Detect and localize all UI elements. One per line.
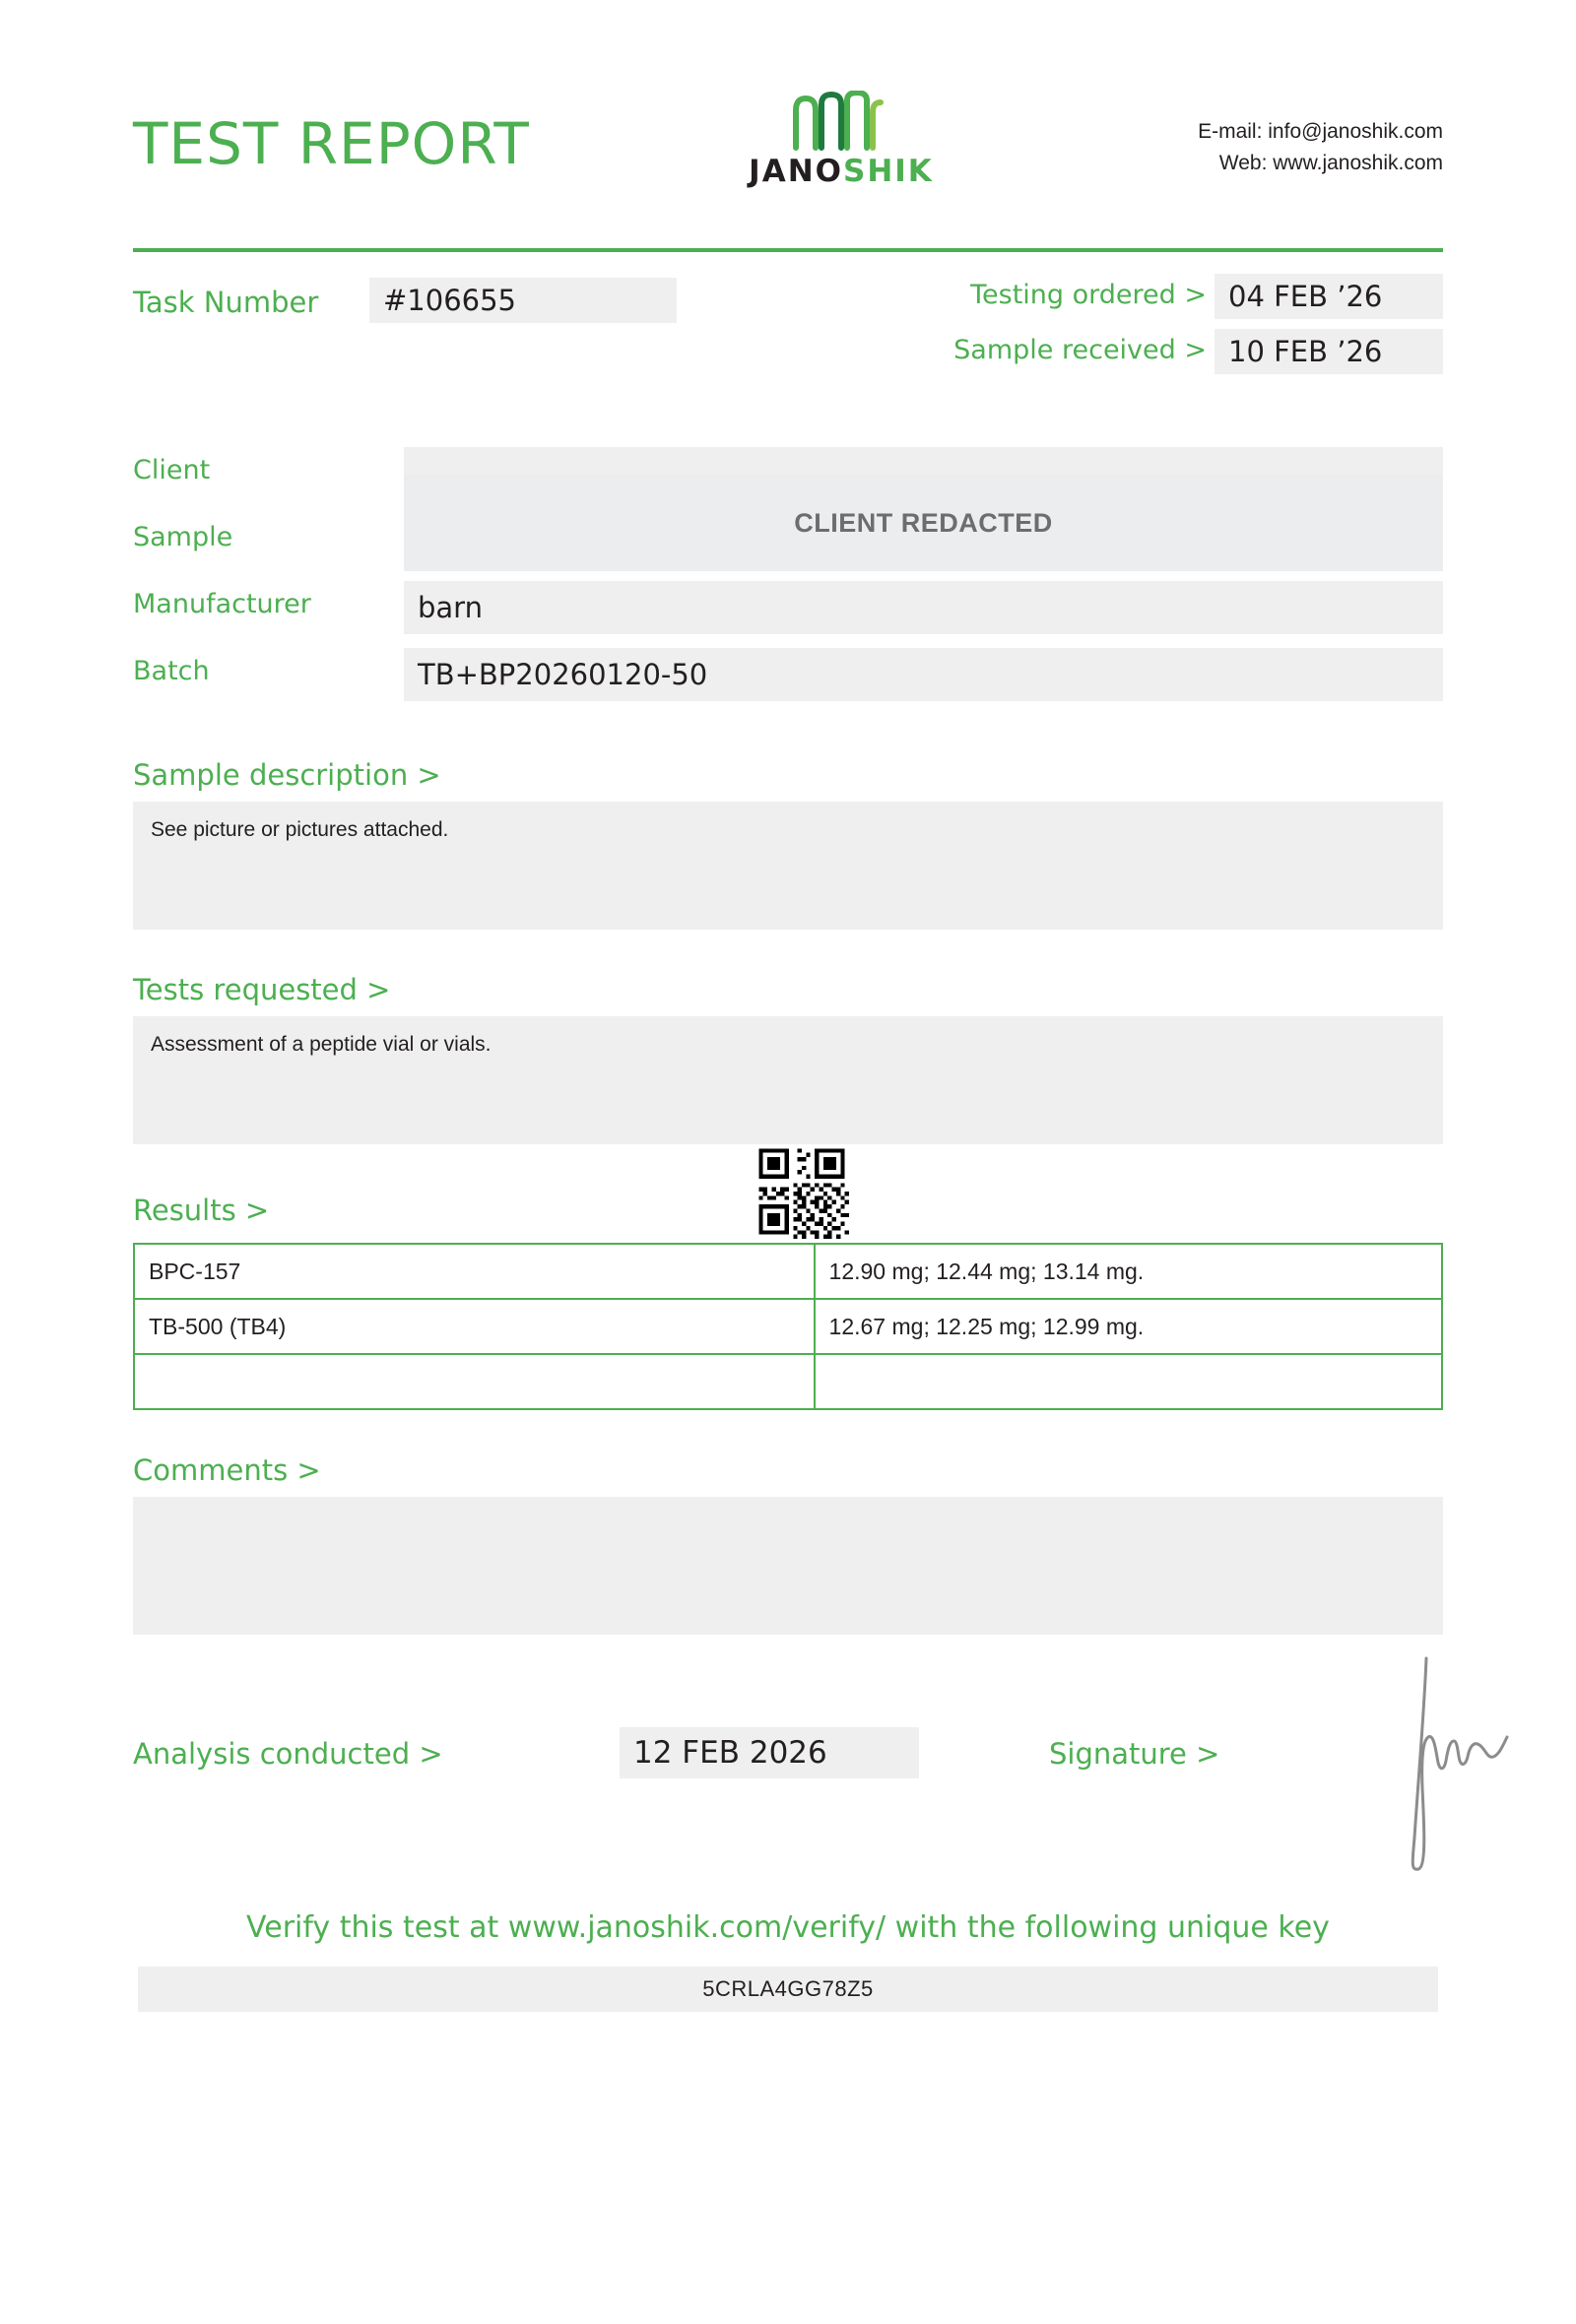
- task-number-label: Task Number: [133, 286, 319, 319]
- sample-label: Sample: [133, 522, 233, 552]
- sample-row: [133, 507, 1443, 581]
- manufacturer-label: Manufacturer: [133, 589, 311, 619]
- comments-box: [133, 1497, 1443, 1635]
- logo-wordmark: [728, 154, 954, 189]
- sample-received-value: 10 FEB ’26: [1215, 329, 1443, 374]
- sample-received-label: Sample received >: [953, 335, 1207, 365]
- analysis-section: [133, 1719, 1443, 1838]
- analysis-conducted-value: 12 FEB 2026: [620, 1727, 919, 1778]
- logo-wordmark-dark: JANO: [749, 154, 843, 189]
- contact-email: E-mail: info@janoshik.com: [1198, 120, 1443, 143]
- result-name: [134, 1354, 815, 1409]
- unique-key-value: 5CRLA4GG78Z5: [138, 1967, 1438, 2012]
- comments-section: [133, 1453, 1443, 1635]
- client-label: Client: [133, 455, 211, 485]
- result-value: [815, 1354, 1442, 1409]
- testing-ordered-value: 04 FEB ’26: [1215, 274, 1443, 319]
- task-section: [133, 278, 1443, 386]
- tests-requested-title: Tests requested >: [133, 973, 391, 1006]
- testing-ordered-label: Testing ordered >: [970, 280, 1207, 310]
- sample-description-section: [133, 758, 1443, 930]
- tests-requested-box: Assessment of a peptide vial or vials.: [133, 1016, 1443, 1144]
- batch-label: Batch: [133, 656, 210, 686]
- logo-wordmark-green: SHIK: [843, 154, 934, 189]
- results-table: [133, 1243, 1443, 1410]
- logo-mark-icon: [728, 91, 954, 152]
- batch-row: [133, 648, 1443, 715]
- results-title: Results >: [133, 1194, 270, 1227]
- janoshik-logo: [728, 91, 954, 189]
- header-divider: [133, 248, 1443, 252]
- batch-value: TB+BP20260120-50: [404, 648, 1443, 701]
- sample-received-row: [891, 329, 1443, 376]
- result-value: 12.67 mg; 12.25 mg; 12.99 mg.: [815, 1299, 1442, 1354]
- signature-image: [1389, 1650, 1527, 1877]
- date-block: [891, 274, 1443, 384]
- verify-text: Verify this test at www.janoshik.com/verify/ with the following unique key: [246, 1910, 1330, 1945]
- qr-code-icon: [748, 1144, 856, 1239]
- result-value: 12.90 mg; 12.44 mg; 13.14 mg.: [815, 1244, 1442, 1299]
- results-header: [133, 1188, 1443, 1241]
- contact-info: [1198, 116, 1443, 179]
- table-row: [134, 1354, 1442, 1409]
- task-number-value: #106655: [369, 278, 677, 323]
- result-name: TB-500 (TB4): [134, 1299, 815, 1354]
- table-row: [134, 1299, 1442, 1354]
- testing-ordered-row: [891, 274, 1443, 321]
- table-row: [134, 1244, 1442, 1299]
- signature-label: Signature >: [1049, 1737, 1220, 1771]
- contact-web: Web: www.janoshik.com: [1218, 152, 1443, 174]
- fields-section: [133, 447, 1443, 715]
- report-header: [133, 91, 1443, 238]
- client-redacted-banner: CLIENT REDACTED: [404, 475, 1443, 571]
- manufacturer-value: barn: [404, 581, 1443, 634]
- sample-description-box: See picture or pictures attached.: [133, 802, 1443, 930]
- analysis-conducted-label: Analysis conducted >: [133, 1737, 443, 1771]
- tests-requested-section: [133, 973, 1443, 1144]
- result-name: BPC-157: [134, 1244, 815, 1299]
- comments-title: Comments >: [133, 1453, 321, 1487]
- manufacturer-row: [133, 581, 1443, 648]
- sample-description-title: Sample description >: [133, 758, 441, 792]
- page-title: TEST REPORT: [133, 110, 530, 177]
